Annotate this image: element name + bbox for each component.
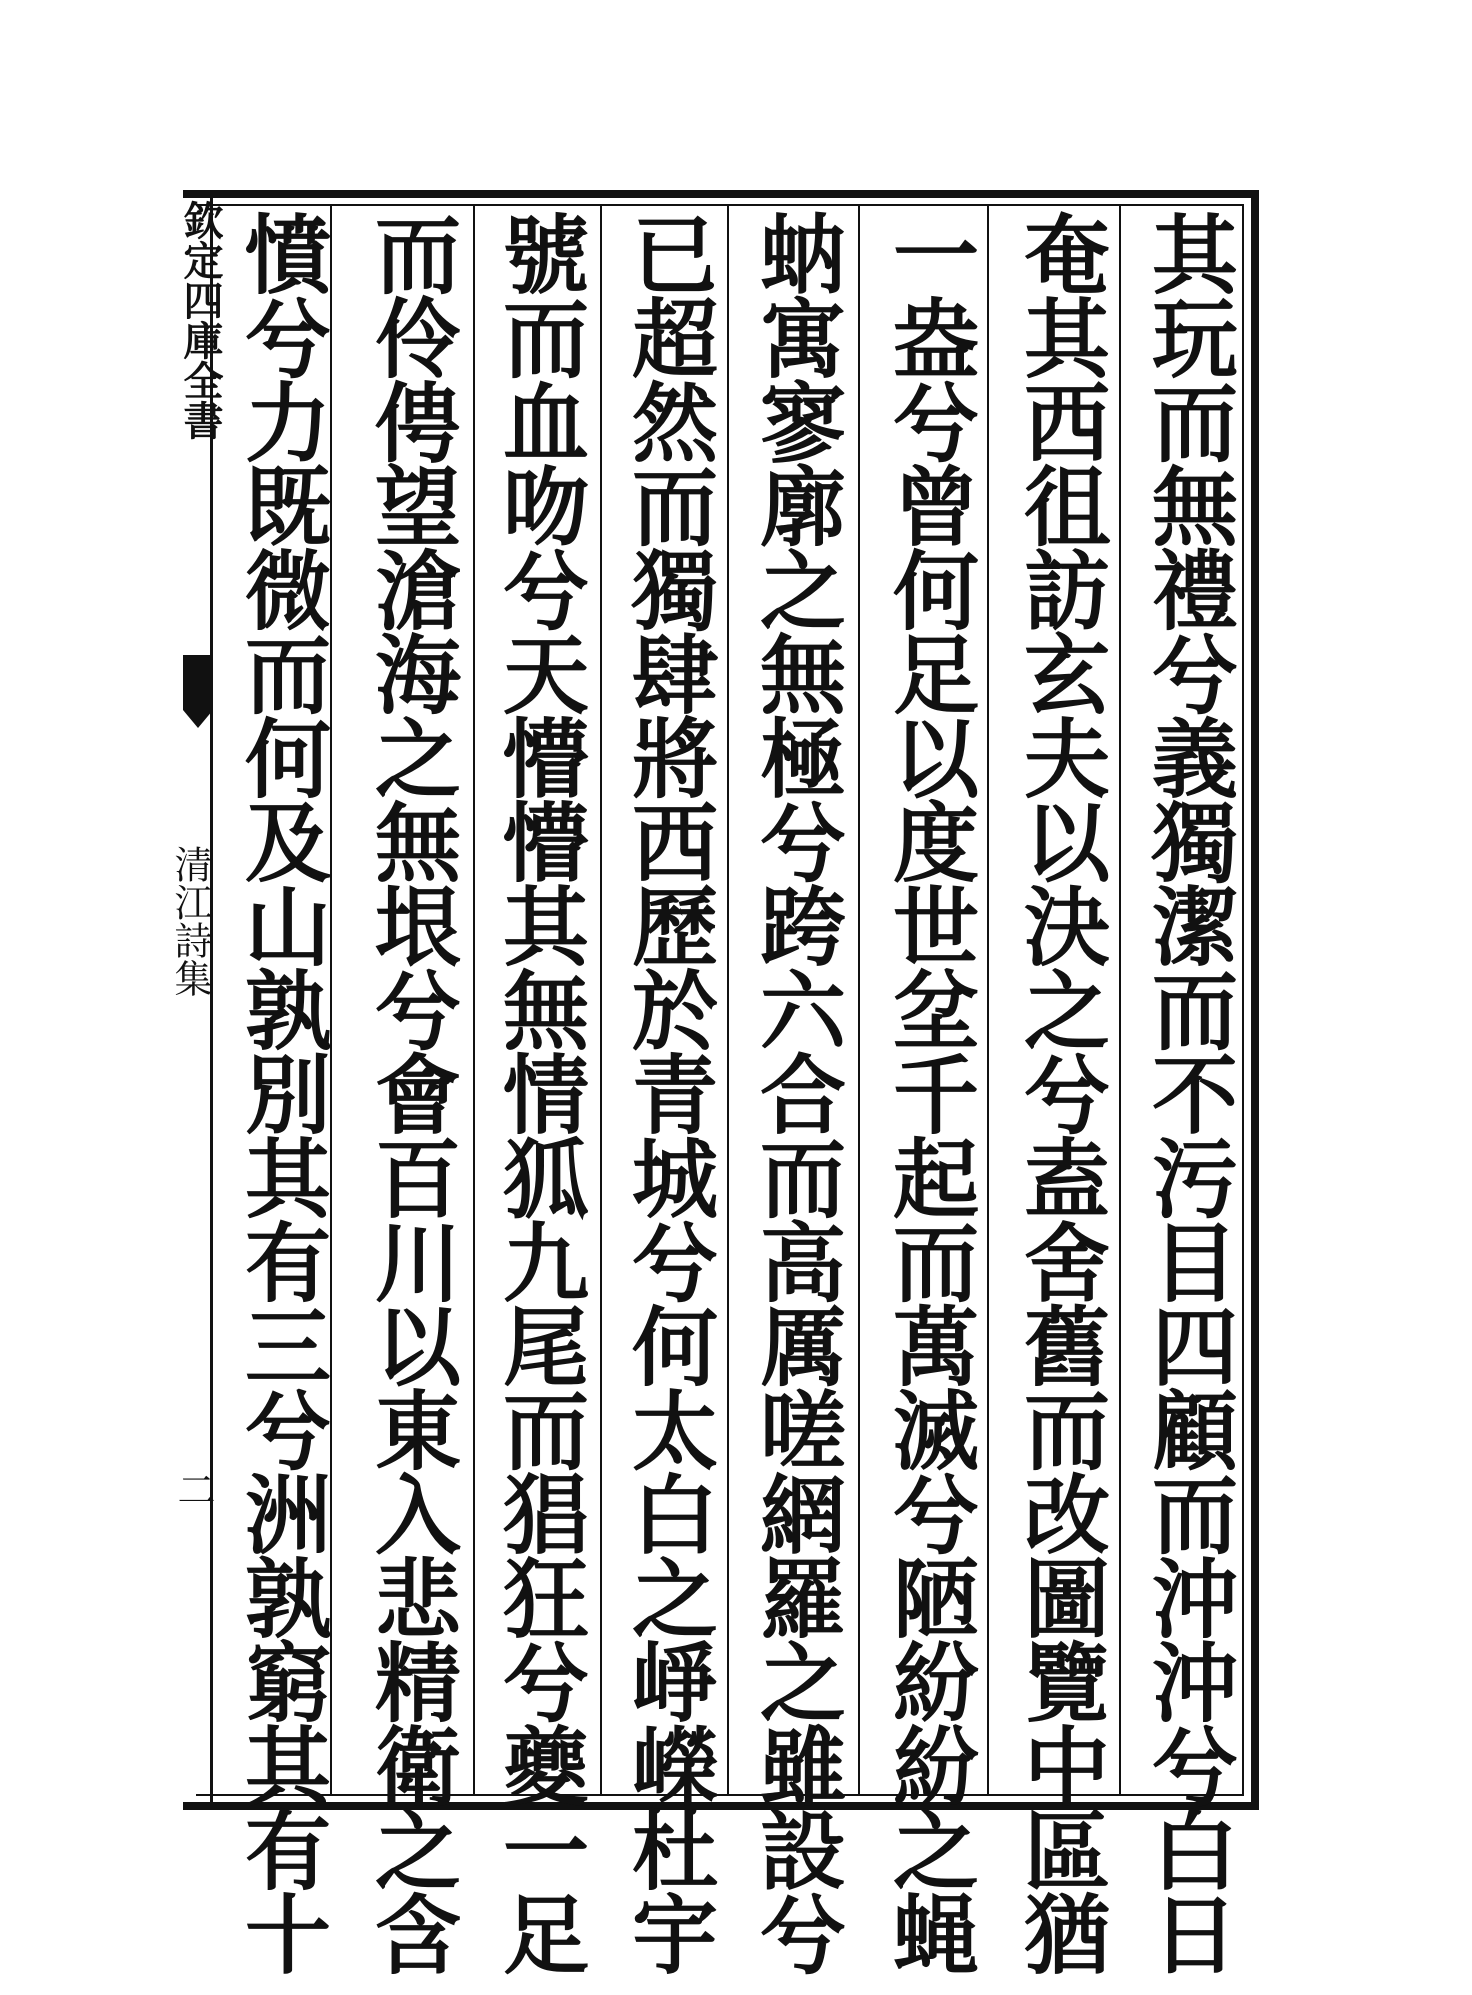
text-column-2: 奄其西徂訪玄夫以決之兮盍舍舊而改圖覽中區猶 bbox=[1009, 210, 1110, 1974]
column-rule bbox=[1119, 204, 1121, 1796]
text-column-3: 一盎兮曾何足以度世坌千起而萬滅兮陋紛紛之蝇 bbox=[878, 210, 979, 1974]
page-number: 二 bbox=[171, 1470, 215, 1508]
text-column-4: 蚋寓寥廓之無極兮跨六合而高厲嗟網羅之雖設兮 bbox=[745, 210, 846, 1974]
text-column-8: 憤兮力既微而何及山孰別其有三兮洲孰窮其有十 bbox=[230, 210, 331, 1974]
book-title: 清江詩集 bbox=[168, 845, 212, 997]
text-column-5: 已超然而獨肆將西歷於青城兮何太白之崢嶸杜宇 bbox=[617, 210, 718, 1974]
column-rule bbox=[858, 204, 860, 1796]
text-column-1: 其玩而無禮兮義獨潔而不污目四顧而沖沖兮白日 bbox=[1137, 210, 1238, 1974]
fish-tail-mark bbox=[183, 655, 213, 710]
column-rule bbox=[473, 204, 475, 1796]
column-rule bbox=[600, 204, 602, 1796]
text-column-7: 而伶俜望滄海之無垠兮會百川以東入悲精衛之含 bbox=[360, 210, 461, 1974]
column-rule bbox=[987, 204, 989, 1796]
column-rule bbox=[727, 204, 729, 1796]
collection-title: 欽定四庫全書 bbox=[177, 200, 224, 440]
text-column-6: 號而血吻兮天懵懵其無情狐九尾而猖狂兮夔一足 bbox=[488, 210, 589, 1974]
